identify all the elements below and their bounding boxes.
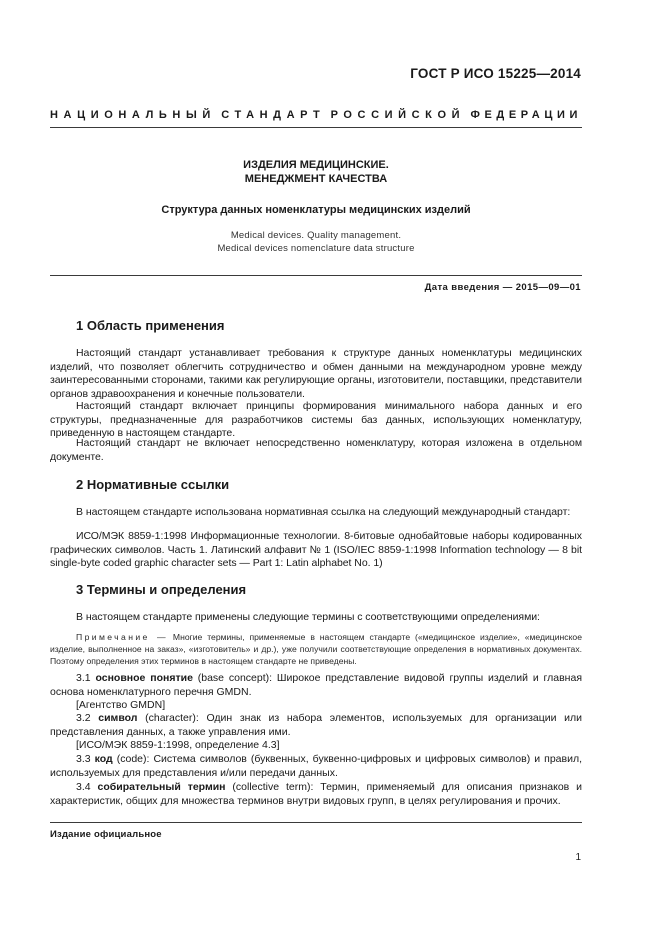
title-ru-line: ИЗДЕЛИЯ МЕДИЦИНСКИЕ. [243,159,389,171]
term-definition-text: Один знак из набора элементов, используемых для организации или представления данных, а также управления ими. [50,712,582,738]
term-definition-text: Система символов (буквенных, буквенно-цифровых и цифровых символов) и правил, используемых для представления и/или передачи данных. [50,753,582,779]
national-title-word: СТАНДАРТ [221,109,326,121]
section-heading-normative-references: 2 Нормативные ссылки [76,477,230,492]
official-edition-label: Издание официальное [50,829,162,840]
note-lead: Примечание — [76,632,169,642]
term-definition [50,712,582,739]
standard-code: ГОСТ Р ИСО 15225—2014 [410,66,581,81]
term-number: 3.1 [76,672,91,684]
term-definition-text: Широкое представление видовой группы изделий и главная основа номенклатурного перечня GMDN. [50,672,582,698]
document-subtitle-ru: Структура данных номенклатуры медицинских изделий [161,204,471,216]
paragraph: Настоящий стандарт устанавливает требования к структуре данных номенклатуры медицинских изделий, что позволяет облегчить сотрудничество и обмен данными на международном уровне между заинтересованными сторонами, такими как регулирующие органы, изготовители, поставщики, представители органов здравоохранения и конечные пользователи. [50,347,582,400]
term-number: 3.4 [76,781,91,793]
national-title-word: РОССИЙСКОЙ [330,109,466,121]
term-definition [50,672,582,699]
term-name: символ [98,712,138,724]
paragraph: В настоящем стандарте использована нормативная ссылка на следующий международный стандарт: [76,506,571,518]
title-en-line: Medical devices. Quality management. [230,230,402,241]
section-heading-terms: 3 Термины и определения [76,582,247,597]
term-english: (collective term): [225,781,314,793]
term-name: код [94,753,113,765]
note-paragraph [50,631,582,667]
document-title-ru [50,158,582,186]
introduction-date: Дата введения — 2015—09—01 [424,282,581,293]
term-source: [Агентство GMDN] [76,699,166,711]
term-definition [50,753,582,780]
footer-rule [50,822,582,823]
term-source: [ИСО/МЭК 8859-1:1998, определение 4.3] [76,739,280,751]
national-title-word: ФЕДЕРАЦИИ [470,109,582,121]
title-en-line: Medical devices nomenclature data structure [217,243,415,254]
document-title-en [50,229,582,255]
term-english: (base concept): [192,672,273,684]
note-text: Многие термины, применяемые в настоящем стандарте («медицинское изделие», «медицинское изделие, выполненное на заказ», «изготовитель» и др.), уже получили соответствующие определения в нормативных документах. Поэтому определения этих терминов в настоящем стандарте не приведены. [50,632,582,666]
paragraph: Настоящий стандарт включает принципы формирования минимального набора данных и его структуры, предназначенные для разработчиков системы баз данных, использующих номенклатуру, приведенную в настоящем стандарте. [50,400,582,440]
page-number: 1 [575,852,581,863]
term-english: (code): [112,753,150,765]
term-definition [50,781,582,808]
section-heading-scope: 1 Область применения [76,318,225,333]
header-rule [50,127,582,128]
term-name: собирательный термин [97,781,226,793]
term-number: 3.3 [76,753,91,765]
national-standard-title [50,109,582,121]
paragraph: Настоящий стандарт не включает непосредственно номенклатуру, которая изложена в отдельном документе. [50,437,582,463]
title-ru-line: МЕНЕДЖМЕНТ КАЧЕСТВА [244,173,388,185]
term-name: основное понятие [95,672,193,684]
reference-paragraph: ИСО/МЭК 8859-1:1998 Информационные технологии. 8-битовые однобайтовые наборы кодированных графических символов. Часть 1. Латинский алфавит № 1 (ISO/IEC 8859-1:1998 Information technology — 8 bit single-byte coded graphic character sets — Part 1: Latin alphabet No. 1) [50,530,582,570]
national-title-word: НАЦИОНАЛЬНЫЙ [50,109,216,121]
term-english: (character): [137,712,199,724]
paragraph: В настоящем стандарте применены следующие термины с соответствующими определениями: [76,611,540,623]
date-rule [50,275,582,276]
term-number: 3.2 [76,712,91,724]
term-definition-text: Термин, применяемый для описания признаков и характеристик, общих для множества терминов внутри видовых групп, в целях регулирования и прочих. [50,781,582,807]
